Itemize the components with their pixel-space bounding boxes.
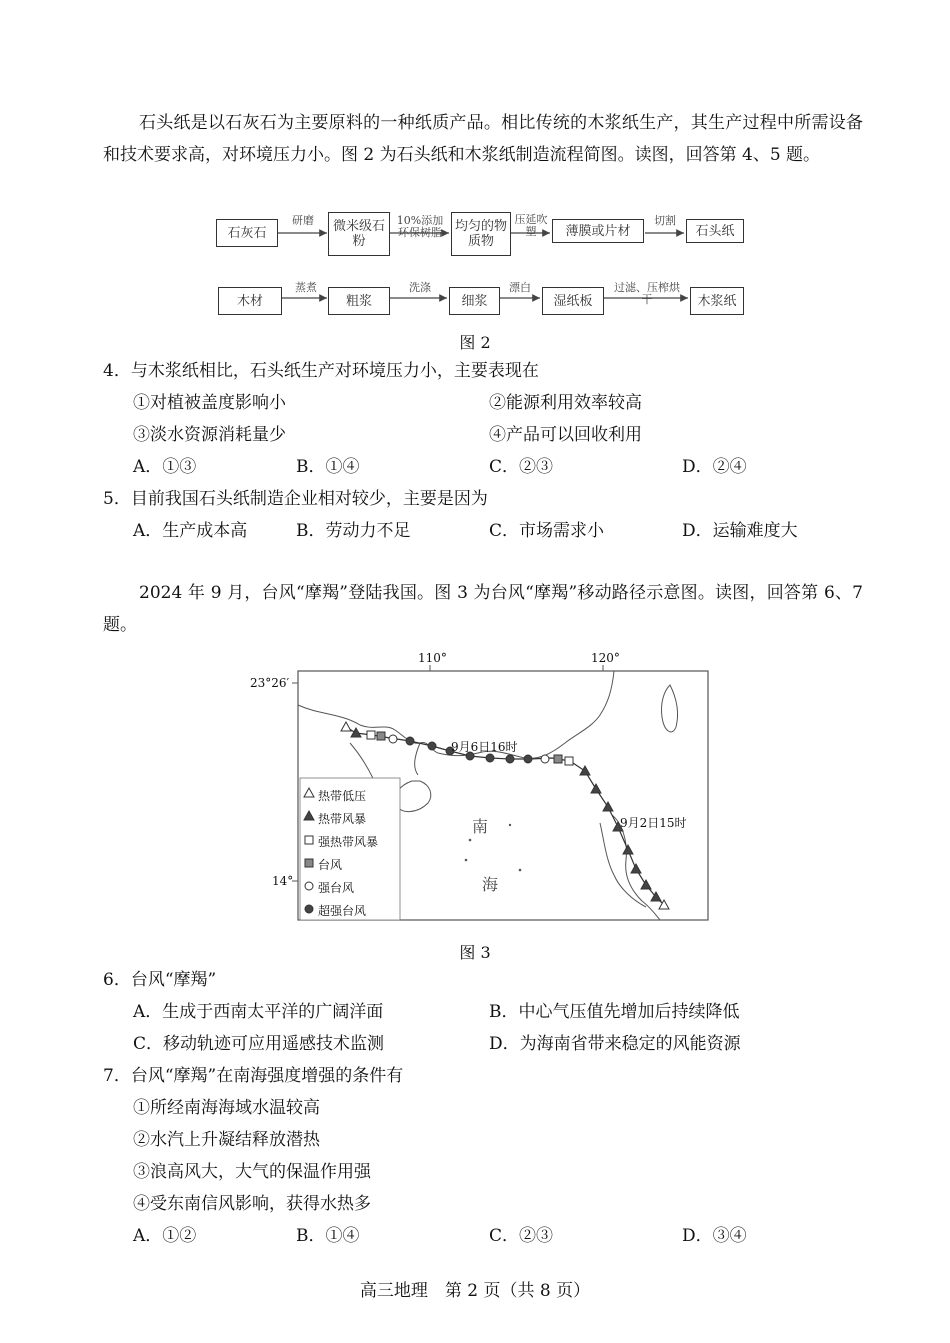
- q4-option-b[interactable]: B．①④: [296, 457, 360, 477]
- flow-label-press: 过滤、压榨烘干: [614, 281, 680, 306]
- flow-box-fine-pulp: 细浆: [449, 287, 500, 315]
- legend-sty: 强台风: [318, 881, 355, 895]
- q4-option-c[interactable]: C．②③: [489, 457, 554, 477]
- q4-item-2: ②能源利用效率较高: [489, 393, 642, 413]
- flow-label-bleach: 漂白: [509, 281, 531, 294]
- legend-ts: 热带风暴: [318, 812, 367, 826]
- flow-box-film-sheet: 薄膜或片材: [552, 219, 644, 243]
- q7-option-c[interactable]: C．②③: [489, 1226, 554, 1246]
- q7-item-1: ①所经南海海域水温较高: [133, 1098, 320, 1118]
- figure-2-caption: 图 2: [459, 333, 491, 352]
- flow-box-wood: 木材: [218, 287, 282, 315]
- flow-box-coarse-pulp: 粗浆: [328, 287, 390, 315]
- q7-item-2: ②水汽上升凝结释放潜热: [133, 1130, 320, 1150]
- flow-box-limestone: 石灰石: [216, 219, 278, 247]
- q4-item-4: ④产品可以回收利用: [489, 425, 642, 445]
- flow-box-wood-paper: 木浆纸: [690, 287, 744, 315]
- typhoon-map: [0, 645, 950, 935]
- flow-label-wash: 洗涤: [409, 281, 431, 294]
- q4-stem: 4．与木浆纸相比，石头纸生产对环境压力小，主要表现在: [103, 361, 539, 381]
- intro-paragraph-1: 石头纸是以石灰石为主要原料的一种纸质产品。相比传统的木浆纸生产，其生产过程中所需设备和技术要求高，对环境压力小。图 2 为石头纸和木浆纸制造流程简图。读图，回答第 4、5 题。: [103, 113, 863, 165]
- map-lat-14: 14°: [272, 874, 294, 888]
- q6-option-b[interactable]: B．中心气压值先增加后持续降低: [489, 1002, 740, 1022]
- q4-option-d[interactable]: D．②④: [682, 457, 747, 477]
- flow-box-stone-paper: 石头纸: [686, 219, 744, 243]
- flow-label-cook: 蒸煮: [295, 281, 317, 294]
- legend-ty: 台风: [318, 858, 343, 872]
- legend-td: 热带低压: [318, 789, 367, 803]
- flow-label-cut: 切割: [654, 214, 676, 227]
- page-footer: 高三地理 第 2 页（共 8 页）: [359, 1281, 591, 1301]
- q6-option-a[interactable]: A．生成于西南太平洋的广阔洋面: [133, 1002, 384, 1022]
- map-lat-tropic: 23°26′: [250, 676, 290, 690]
- legend-supty: 超强台风: [318, 904, 367, 918]
- figure-3-caption: 图 3: [459, 943, 491, 962]
- intro-paragraph-2: 2024 年 9 月，台风“摩羯”登陆我国。图 3 为台风“摩羯”移动路径示意图。读图，回答第 6、7 题。: [103, 583, 863, 635]
- q7-option-a[interactable]: A．①②: [133, 1226, 197, 1246]
- map-lon-110: 110°: [418, 651, 447, 665]
- flow-label-calender: 压延吹塑: [514, 213, 548, 238]
- q5-option-d[interactable]: D．运输难度大: [682, 521, 798, 541]
- q7-stem: 7．台风“摩羯”在南海强度增强的条件有: [103, 1066, 404, 1086]
- q7-item-3: ③浪高风大，大气的保温作用强: [133, 1162, 371, 1182]
- flow-label-resin: 10%添加环保树脂: [396, 214, 444, 239]
- map-label-south: 南: [472, 817, 489, 836]
- q4-item-1: ①对植被盖度影响小: [133, 393, 286, 413]
- q4-item-3: ③淡水资源消耗量少: [133, 425, 286, 445]
- flow-box-mixture: 均匀的物质物: [451, 212, 511, 256]
- q6-option-c[interactable]: C．移动轨迹可应用遥感技术监测: [133, 1034, 385, 1054]
- flow-box-wet-board: 湿纸板: [542, 287, 604, 315]
- q7-item-4: ④受东南信风影响，获得水热多: [133, 1194, 371, 1214]
- q5-stem: 5．目前我国石头纸制造企业相对较少，主要是因为: [103, 489, 488, 509]
- map-label-sep6: 9月6日16时: [451, 740, 518, 754]
- q6-option-d[interactable]: D．为海南省带来稳定的风能资源: [489, 1034, 741, 1054]
- q7-option-b[interactable]: B．①④: [296, 1226, 360, 1246]
- q5-option-b[interactable]: B．劳动力不足: [296, 521, 411, 541]
- legend-sts: 强热带风暴: [318, 835, 379, 849]
- map-label-sea: 海: [482, 875, 499, 894]
- q7-option-d[interactable]: D．③④: [682, 1226, 747, 1246]
- q5-option-a[interactable]: A．生产成本高: [133, 521, 248, 541]
- flow-box-micro-powder: 微米级石粉: [328, 212, 390, 256]
- q5-option-c[interactable]: C．市场需求小: [489, 521, 605, 541]
- q4-option-a[interactable]: A．①③: [133, 457, 197, 477]
- map-lon-120: 120°: [591, 651, 620, 665]
- flow-label-grind: 研磨: [292, 214, 314, 227]
- q6-stem: 6．台风“摩羯”: [103, 970, 217, 990]
- map-label-sep2: 9月2日15时: [620, 816, 687, 830]
